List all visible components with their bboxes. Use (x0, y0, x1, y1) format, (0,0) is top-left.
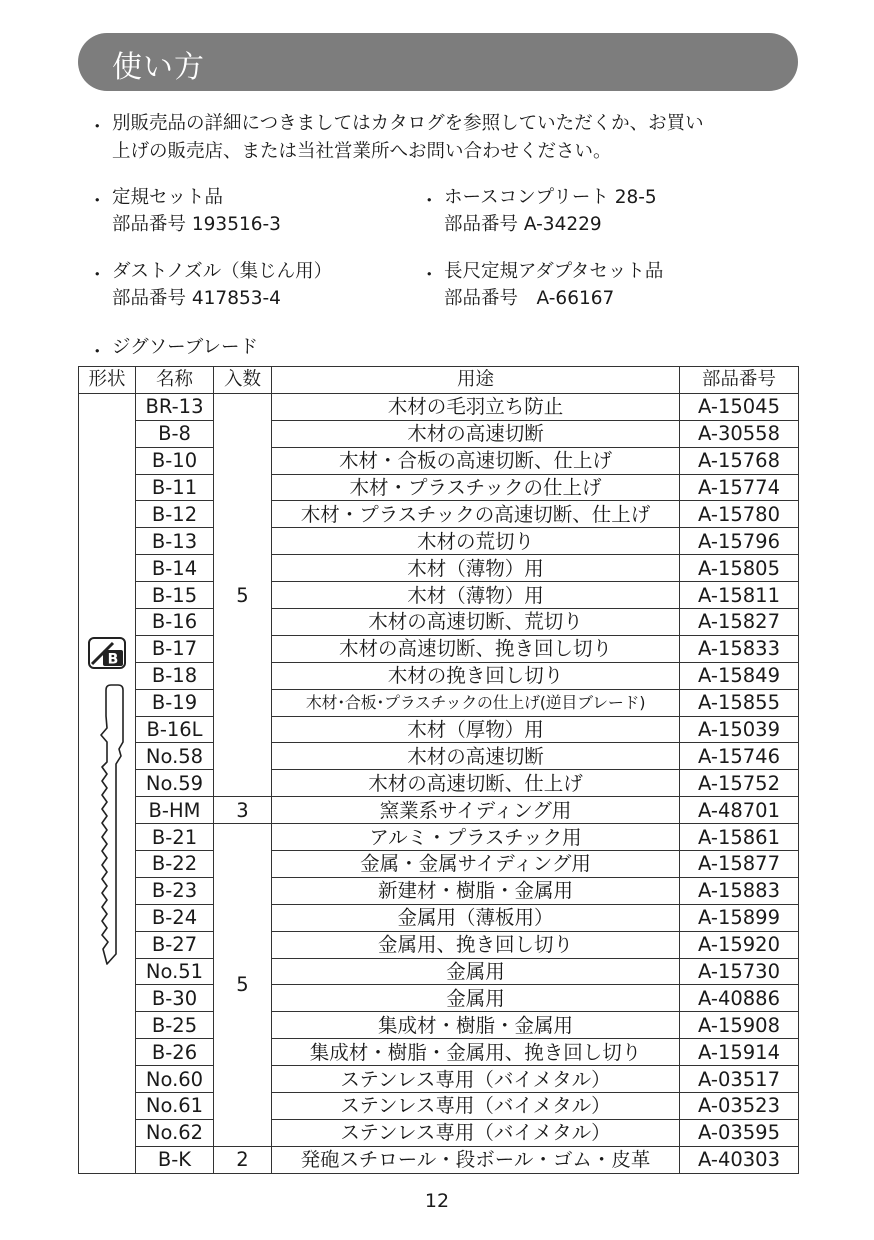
blade-name-cell: B-17 (136, 635, 214, 662)
bullet: ・ (88, 265, 107, 286)
accessory-name: 長尺定規アダプタセット品 (444, 261, 664, 282)
usage-cell: 木材の高速切断、仕上げ (272, 770, 680, 797)
blade-name-cell: B-30 (136, 985, 214, 1012)
table-row (79, 877, 799, 904)
usage-cell: ステンレス専用（バイメタル） (272, 1066, 680, 1093)
usage-cell: 木材・プラスチックの高速切断、仕上げ (272, 501, 680, 528)
table-row (79, 474, 799, 501)
usage-cell: ステンレス専用（バイメタル） (272, 1119, 680, 1146)
usage-cell: 金属用（薄板用） (272, 904, 680, 931)
usage-cell: 金属用 (272, 985, 680, 1012)
blade-name-cell: No.61 (136, 1093, 214, 1120)
usage-cell: 木材（薄物）用 (272, 555, 680, 582)
part-number-cell: A-03595 (680, 1119, 799, 1146)
usage-cell: 発砲スチロール・段ボール・ゴム・皮革 (272, 1146, 680, 1173)
usage-cell: ステンレス専用（バイメタル） (272, 1093, 680, 1120)
table-row (79, 1066, 799, 1093)
accessory-item (112, 258, 332, 312)
blade-name-cell: B-11 (136, 474, 214, 501)
table-row (79, 770, 799, 797)
svg-text:B: B (107, 651, 119, 668)
part-number-cell: A-15045 (680, 393, 799, 420)
table-row (79, 743, 799, 770)
part-number-cell: A-15805 (680, 555, 799, 582)
table-row (79, 824, 799, 851)
part-number-cell: A-15855 (680, 689, 799, 716)
usage-cell: 木材の高速切断 (272, 743, 680, 770)
usage-cell: 金属用、挽き回し切り (272, 931, 680, 958)
table-row (79, 582, 799, 609)
part-number-cell: A-15039 (680, 716, 799, 743)
part-number-cell: A-15768 (680, 447, 799, 474)
accessory-name: ホースコンプリート 28-5 (444, 187, 657, 208)
usage-cell: 木材･合板･プラスチックの仕上げ(逆目ブレード) (272, 689, 680, 716)
accessory-part-number: 部品番号 417853-4 (112, 288, 281, 309)
part-number-cell: A-15883 (680, 877, 799, 904)
accessory-part-number: 部品番号 193516-3 (112, 214, 281, 235)
blade-name-cell: B-15 (136, 582, 214, 609)
table-row (79, 420, 799, 447)
table-row (79, 555, 799, 582)
blade-name-cell: No.59 (136, 770, 214, 797)
quantity-cell: 3 (214, 797, 272, 824)
blade-name-cell: B-23 (136, 877, 214, 904)
table-row (79, 851, 799, 878)
part-number-cell: A-15920 (680, 931, 799, 958)
usage-cell: 木材の毛羽立ち防止 (272, 393, 680, 420)
header-part-number: 部品番号 (680, 367, 799, 394)
table-row (79, 797, 799, 824)
table-row (79, 528, 799, 555)
table-row (79, 393, 799, 420)
note-line-2: 上げの販売店、または当社営業所へお問い合わせください。 (112, 141, 612, 162)
blade-name-cell: No.60 (136, 1066, 214, 1093)
blade-name-cell: B-HM (136, 797, 214, 824)
blade-name-cell: B-K (136, 1146, 214, 1173)
accessory-name: ダストノズル（集じん用） (112, 261, 333, 282)
blade-table (78, 366, 799, 1174)
header-shape: 形状 (79, 367, 136, 394)
part-number-cell: A-03523 (680, 1093, 799, 1120)
table-row (79, 1093, 799, 1120)
table-header-row (79, 367, 799, 394)
table-row (79, 609, 799, 636)
table-row (79, 1012, 799, 1039)
blade-name-cell: B-10 (136, 447, 214, 474)
blade-name-cell: B-16 (136, 609, 214, 636)
part-number-cell: A-40886 (680, 985, 799, 1012)
quantity-cell: 5 (214, 393, 272, 796)
part-number-cell: A-15899 (680, 904, 799, 931)
usage-cell: 窯業系サイディング用 (272, 797, 680, 824)
accessory-item (444, 184, 657, 238)
part-number-cell: A-48701 (680, 797, 799, 824)
part-number-cell: A-15914 (680, 1039, 799, 1066)
table-row (79, 931, 799, 958)
part-number-cell: A-15827 (680, 609, 799, 636)
part-number-cell: A-15752 (680, 770, 799, 797)
blade-name-cell: B-8 (136, 420, 214, 447)
part-number-cell: A-15877 (680, 851, 799, 878)
part-number-cell: A-15908 (680, 1012, 799, 1039)
table-row (79, 1119, 799, 1146)
blade-name-cell: B-21 (136, 824, 214, 851)
part-number-cell: A-15833 (680, 635, 799, 662)
blade-name-cell: No.58 (136, 743, 214, 770)
accessory-item (444, 258, 663, 312)
blade-name-cell: B-14 (136, 555, 214, 582)
table-row (79, 716, 799, 743)
part-number-cell: A-15746 (680, 743, 799, 770)
blade-name-cell: BR-13 (136, 393, 214, 420)
blade-name-cell: B-12 (136, 501, 214, 528)
part-number-cell: A-15780 (680, 501, 799, 528)
header-usage: 用途 (272, 367, 680, 394)
usage-cell: 木材・プラスチックの仕上げ (272, 474, 680, 501)
usage-cell: 木材の高速切断 (272, 420, 680, 447)
usage-cell: 木材（薄物）用 (272, 582, 680, 609)
part-number-cell: A-40303 (680, 1146, 799, 1173)
table-row (79, 1039, 799, 1066)
part-number-cell: A-15730 (680, 958, 799, 985)
shape-cell (79, 393, 136, 1173)
part-number-cell: A-15811 (680, 582, 799, 609)
usage-cell: 木材の荒切り (272, 528, 680, 555)
usage-cell: 木材・合板の高速切断、仕上げ (272, 447, 680, 474)
part-number-cell: A-15861 (680, 824, 799, 851)
blade-name-cell: B-24 (136, 904, 214, 931)
usage-cell: 集成材・樹脂・金属用 (272, 1012, 680, 1039)
blade-name-cell: B-27 (136, 931, 214, 958)
table-row (79, 447, 799, 474)
usage-cell: 集成材・樹脂・金属用、挽き回し切り (272, 1039, 680, 1066)
blade-name-cell: No.62 (136, 1119, 214, 1146)
part-number-cell: A-15849 (680, 662, 799, 689)
header-quantity: 入数 (214, 367, 272, 394)
section-title: 使い方 (112, 50, 205, 85)
blade-name-cell: B-16L (136, 716, 214, 743)
wood-blade-b-icon (79, 394, 136, 974)
table-row (79, 904, 799, 931)
accessory-item (112, 184, 281, 238)
bullet: ・ (88, 191, 107, 212)
usage-cell: 木材の高速切断、荒切り (272, 609, 680, 636)
bullet: ・ (420, 265, 439, 286)
table-row (79, 958, 799, 985)
page-number: 12 (424, 1190, 450, 1212)
part-number-cell: A-30558 (680, 420, 799, 447)
quantity-cell: 2 (214, 1146, 272, 1173)
usage-cell: 木材（厚物）用 (272, 716, 680, 743)
blade-name-cell: B-26 (136, 1039, 214, 1066)
usage-cell: 金属・金属サイディング用 (272, 851, 680, 878)
bullet: ・ (88, 117, 107, 138)
usage-cell: アルミ・プラスチック用 (272, 824, 680, 851)
usage-cell: 木材の挽き回し切り (272, 662, 680, 689)
header-name: 名称 (136, 367, 214, 394)
blade-name-cell: B-25 (136, 1012, 214, 1039)
table-row (79, 662, 799, 689)
bullet: ・ (420, 191, 439, 212)
table-row (79, 501, 799, 528)
table-row (79, 1146, 799, 1173)
part-number-cell: A-15796 (680, 528, 799, 555)
section-header (78, 33, 798, 91)
accessory-name: 定規セット品 (112, 187, 224, 208)
blade-name-cell: No.51 (136, 958, 214, 985)
table-row (79, 985, 799, 1012)
blade-name-cell: B-13 (136, 528, 214, 555)
note-line-1: 別販売品の詳細につきましてはカタログを参照していただくか、お買い (112, 113, 704, 134)
usage-cell: 木材の高速切断、挽き回し切り (272, 635, 680, 662)
usage-cell: 金属用 (272, 958, 680, 985)
bullet: ・ (88, 342, 107, 363)
part-number-cell: A-15774 (680, 474, 799, 501)
part-number-cell: A-03517 (680, 1066, 799, 1093)
blade-name-cell: B-22 (136, 851, 214, 878)
accessory-part-number: 部品番号 A-34229 (444, 214, 602, 235)
accessory-part-number: 部品番号 A-66167 (444, 288, 615, 309)
quantity-cell: 5 (214, 824, 272, 1147)
blade-section-title: ジグソーブレード (112, 337, 258, 358)
usage-cell: 新建材・樹脂・金属用 (272, 877, 680, 904)
table-row (79, 635, 799, 662)
table-row (79, 689, 799, 716)
blade-name-cell: B-18 (136, 662, 214, 689)
blade-name-cell: B-19 (136, 689, 214, 716)
